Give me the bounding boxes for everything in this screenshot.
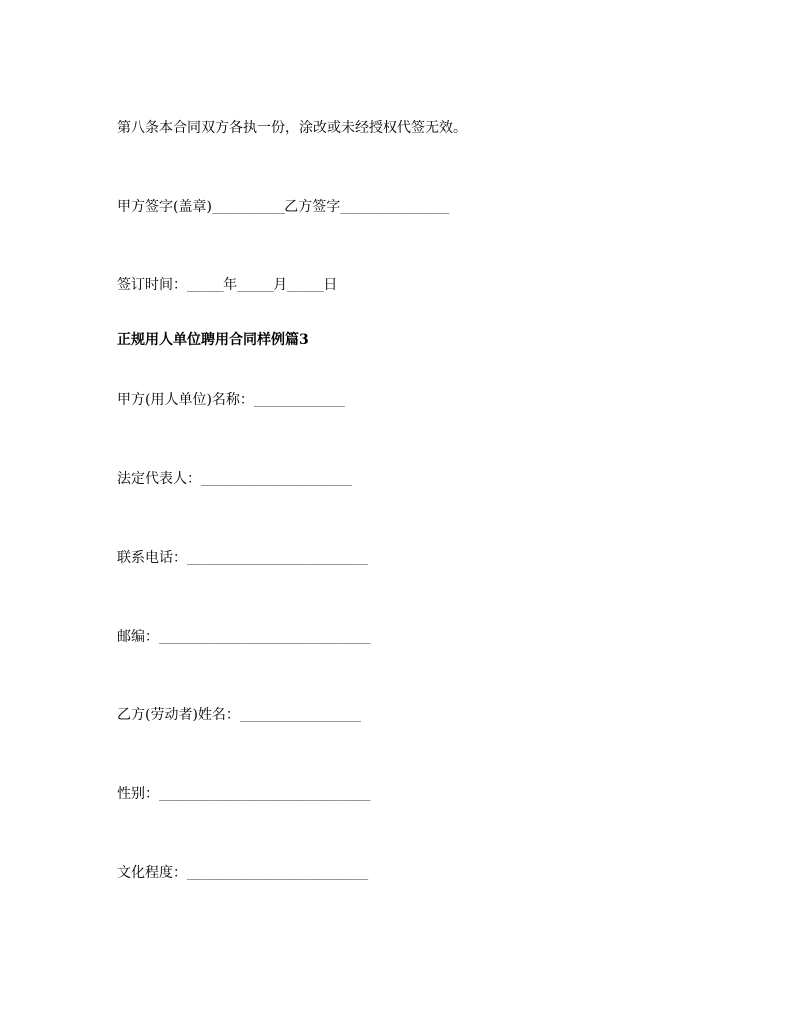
education-blank[interactable]: ______________________________ [187,867,368,880]
party-a-signature-blank[interactable]: ____________ [211,201,285,214]
gender-blank[interactable]: ___________________________________ [159,788,370,801]
party-b-signature-label: 乙方签字 [284,199,341,215]
article-8-text: 第八条本合同双方各执一份，涂改或未经授权代签无效。 [117,120,467,136]
sign-date-label: 签订时间： [117,277,187,293]
phone-field [117,549,368,568]
party-b-signature-blank[interactable]: __________________ [340,201,449,214]
sign-year-blank[interactable]: ______ [187,279,224,292]
gender-field [117,785,370,804]
sign-day-blank[interactable]: ______ [287,279,324,292]
employer-name-label: 甲方(用人单位)名称： [117,392,254,408]
phone-label: 联系电话： [117,550,187,566]
legal-rep-label: 法定代表人： [117,471,201,487]
signature-line [117,198,449,217]
sign-date-line [117,276,337,295]
education-field [117,864,368,883]
year-label: 年 [223,277,238,293]
section-title: 正规用人单位聘用合同样例篇3 [117,332,309,348]
month-label: 月 [273,277,288,293]
phone-blank[interactable]: ______________________________ [187,552,368,565]
legal-rep-field [117,470,352,489]
employee-name-label: 乙方(劳动者)姓名： [117,707,240,723]
party-a-signature-label: 甲方签字(盖章) [117,199,212,215]
postcode-label: 邮编： [117,629,159,645]
postcode-blank[interactable]: ___________________________________ [159,631,370,644]
day-label: 日 [323,277,338,293]
employee-name-field [117,706,360,725]
sign-month-blank[interactable]: ______ [237,279,274,292]
employer-name-field [117,391,344,410]
postcode-field [117,628,370,647]
legal-rep-blank[interactable]: _________________________ [201,473,352,486]
employee-name-blank[interactable]: ____________________ [239,709,361,722]
education-label: 文化程度： [117,865,187,881]
employer-name-blank[interactable]: _______________ [253,394,345,407]
gender-label: 性别： [117,786,159,802]
